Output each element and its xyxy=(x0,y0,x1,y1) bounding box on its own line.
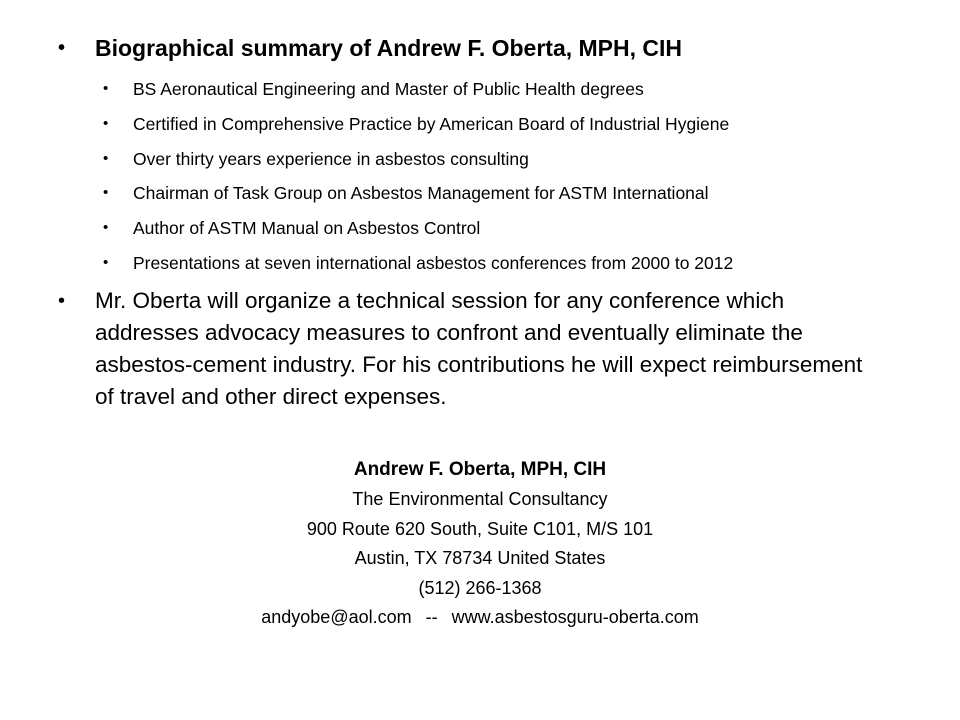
offer-paragraph: Mr. Oberta will organize a technical session for any conference which addresses advocacy measures to confront and eventually eliminate the asbestos-cement industry. For his contributions he will expect reimbursement of travel and other direct expenses. xyxy=(95,287,863,409)
contact-organization: The Environmental Consultancy xyxy=(352,489,608,509)
list-item xyxy=(93,211,936,246)
contact-address-line2: Austin, TX 78734 United States xyxy=(354,548,606,568)
bullet-icon: • xyxy=(103,149,109,167)
list-item xyxy=(93,176,936,211)
bullet-icon: • xyxy=(103,219,109,237)
bio-item-presentations: Presentations at seven international asbestos conferences from 2000 to 2012 xyxy=(133,252,734,273)
list-item xyxy=(93,72,936,107)
list-item xyxy=(93,142,936,177)
bio-list xyxy=(95,72,938,281)
bullet-icon: • xyxy=(103,253,109,271)
bio-item-experience: Over thirty years experience in asbestos consulting xyxy=(133,148,529,169)
contact-phone: (512) 266-1368 xyxy=(418,577,542,598)
bio-item-chairman: Chairman of Task Group on Asbestos Management for ASTM International xyxy=(133,183,709,204)
contact-address-line1: 900 Route 620 South, Suite C101, M/S 101 xyxy=(306,518,654,539)
contact-links xyxy=(0,603,960,633)
contact-block xyxy=(0,455,960,633)
bio-item-degrees: BS Aeronautical Engineering and Master of Public Health degrees xyxy=(133,79,644,99)
list-item xyxy=(93,107,936,142)
list-item xyxy=(93,246,936,281)
offer-item xyxy=(58,285,938,413)
bullet-icon: • xyxy=(103,114,109,132)
bullet-icon: • xyxy=(58,37,66,59)
email-link[interactable]: andyobe@aol.com xyxy=(261,607,412,627)
bio-item-author: Author of ASTM Manual on Asbestos Control xyxy=(133,218,481,239)
bullet-icon: • xyxy=(103,184,109,202)
bullet-icon: • xyxy=(103,80,109,97)
bio-item-certification: Certified in Comprehensive Practice by American Board of Industrial Hygiene xyxy=(133,113,730,134)
bullet-icon: • xyxy=(58,289,66,312)
bio-heading: Biographical summary of Andrew F. Oberta, MPH, CIH xyxy=(95,35,683,61)
bio-heading-item xyxy=(58,30,938,281)
link-separator: -- xyxy=(425,607,438,627)
website-link[interactable]: www.asbestosguru-oberta.com xyxy=(451,607,699,627)
contact-name: Andrew F. Oberta, MPH, CIH xyxy=(353,459,607,480)
bullet-list xyxy=(58,30,938,413)
